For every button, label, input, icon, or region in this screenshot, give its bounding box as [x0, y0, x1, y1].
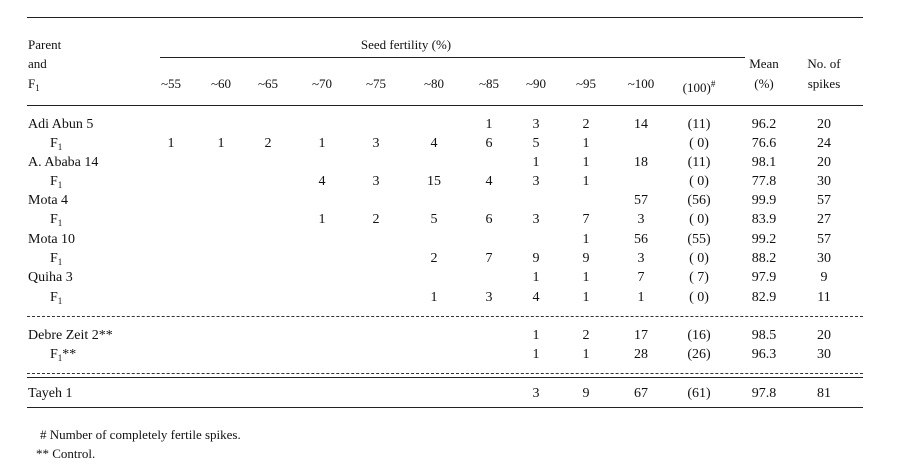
table-cell: 1	[532, 328, 540, 343]
footnote-control: ** Control.	[36, 446, 96, 461]
column-header: ~70	[311, 76, 333, 91]
table-cell: (61)	[687, 386, 711, 401]
table-cell: 24	[817, 136, 831, 151]
table-cell: (16)	[687, 328, 711, 343]
table-cell: 17	[634, 328, 648, 343]
table-cell: (56)	[687, 193, 711, 208]
table-cell: 3	[637, 251, 645, 266]
header-mean: Mean	[749, 56, 779, 71]
table-cell: 15	[427, 174, 441, 189]
table-cell: 83.9	[751, 212, 777, 227]
table-cell: 5	[532, 136, 540, 151]
table-cell: 1	[582, 232, 590, 247]
table-cell: 96.2	[751, 117, 777, 132]
header-parent: Parent	[28, 37, 62, 52]
table-cell: 1	[582, 155, 590, 170]
table-cell: 27	[817, 212, 831, 227]
footnote-hash: # Number of completely fertile spikes.	[40, 427, 241, 442]
table-cell: 7	[485, 251, 493, 266]
dashed-rule-2	[27, 373, 863, 374]
table-cell: ( 0)	[689, 136, 709, 151]
row-label: $F_1$	[50, 136, 63, 152]
table-cell: 57	[817, 193, 831, 208]
table-cell: 1	[217, 136, 225, 151]
separator-rule	[27, 377, 863, 378]
table-cell: 3	[637, 212, 645, 227]
group-rule	[160, 57, 745, 58]
table-cell: (26)	[687, 347, 711, 362]
table-cell: 9	[582, 251, 590, 266]
table-cell: 88.2	[751, 251, 777, 266]
table-cell: 99.2	[751, 232, 777, 247]
table-cell: 76.6	[751, 136, 777, 151]
header-mean-unit: (%)	[754, 76, 774, 91]
row-label: Quiha 3	[28, 270, 73, 285]
table-cell: 1	[582, 347, 590, 362]
header-seed-fertility: Seed fertility (%)	[360, 37, 452, 52]
column-header: ~60	[210, 76, 232, 91]
table-cell: 1	[582, 136, 590, 151]
table-cell: 56	[634, 232, 648, 247]
column-header: ~100	[627, 76, 655, 91]
header-and: and	[28, 56, 47, 71]
table-cell: 3	[372, 174, 380, 189]
row-label: $F_1$	[50, 212, 63, 228]
table-cell: 98.5	[751, 328, 777, 343]
table-cell: (55)	[687, 232, 711, 247]
table-cell: 2	[582, 117, 590, 132]
table-cell: 20	[817, 117, 831, 132]
table-cell: 1	[637, 290, 645, 305]
table-cell: 96.3	[751, 347, 777, 362]
table-cell: 2	[582, 328, 590, 343]
header-f1: $F_1$	[28, 76, 40, 93]
table-cell: 9	[820, 270, 828, 285]
table-cell: 4	[318, 174, 326, 189]
table-cell: 30	[817, 174, 831, 189]
header-no-of: No. of	[807, 56, 841, 71]
row-label: Tayeh 1	[28, 386, 73, 401]
row-label: $F_1$	[50, 290, 63, 306]
table-cell: (11)	[687, 117, 711, 132]
table-cell: 82.9	[751, 290, 777, 305]
table-cell: 57	[817, 232, 831, 247]
table-cell: 77.8	[751, 174, 777, 189]
column-header: ~85	[478, 76, 500, 91]
table-cell: 14	[634, 117, 648, 132]
table-cell: 1	[318, 136, 326, 151]
table-cell: 1	[485, 117, 493, 132]
row-label: $F_1$	[50, 174, 63, 190]
row-label: $F_1$	[50, 251, 63, 267]
table-cell: 28	[634, 347, 648, 362]
table-cell: 30	[817, 251, 831, 266]
table-cell: 57	[634, 193, 648, 208]
table-cell: 98.1	[751, 155, 777, 170]
table-cell: 81	[817, 386, 831, 401]
table-cell: 4	[532, 290, 540, 305]
table-cell: 6	[485, 212, 493, 227]
table-cell: 3	[532, 174, 540, 189]
table-cell: 99.9	[751, 193, 777, 208]
table-cell: 20	[817, 155, 831, 170]
table-cell: 2	[430, 251, 438, 266]
row-label: Adi Abun 5	[28, 117, 94, 132]
table-cell: 97.8	[751, 386, 777, 401]
row-label: A. Ababa 14	[28, 155, 99, 170]
column-header: ~75	[365, 76, 387, 91]
table-cell: 97.9	[751, 270, 777, 285]
table-cell: 3	[485, 290, 493, 305]
table-cell: 1	[582, 174, 590, 189]
table-cell: 3	[532, 212, 540, 227]
row-label: Debre Zeit 2**	[28, 328, 113, 343]
table-cell: 1	[167, 136, 175, 151]
row-label: Mota 10	[28, 232, 76, 247]
table-cell: 1	[532, 155, 540, 170]
column-header: (100)#	[682, 79, 716, 95]
row-label: $F_1**$	[50, 347, 77, 363]
table-cell: ( 0)	[689, 290, 709, 305]
table-cell: 7	[637, 270, 645, 285]
table-cell: 2	[264, 136, 272, 151]
row-label: Mota 4	[28, 193, 69, 208]
table-cell: 67	[634, 386, 648, 401]
header-spikes: spikes	[807, 76, 841, 91]
table-cell: 11	[817, 290, 831, 305]
table-cell: 3	[372, 136, 380, 151]
table-cell: 4	[485, 174, 493, 189]
table-cell: 20	[817, 328, 831, 343]
bottom-rule	[27, 407, 863, 408]
dashed-rule-1	[27, 316, 863, 317]
table-cell: ( 0)	[689, 251, 709, 266]
table-cell: 1	[582, 270, 590, 285]
table-cell: 1	[532, 347, 540, 362]
table-cell: ( 0)	[689, 212, 709, 227]
table-cell: 3	[532, 386, 540, 401]
table-cell: 9	[582, 386, 590, 401]
column-header: ~80	[423, 76, 445, 91]
table-cell: 1	[532, 270, 540, 285]
table-cell: ( 0)	[689, 174, 709, 189]
top-rule	[27, 17, 863, 18]
table-cell: 9	[532, 251, 540, 266]
column-header: ~55	[160, 76, 182, 91]
table-cell: 5	[430, 212, 438, 227]
table-cell: 6	[485, 136, 493, 151]
table-cell: 2	[372, 212, 380, 227]
table-cell: 1	[582, 290, 590, 305]
table-cell: 4	[430, 136, 438, 151]
table-cell: 1	[430, 290, 438, 305]
column-header: ~90	[525, 76, 547, 91]
header-rule	[27, 105, 863, 106]
column-header: ~65	[257, 76, 279, 91]
table-cell: 30	[817, 347, 831, 362]
table-cell: ( 7)	[689, 270, 709, 285]
table-cell: 1	[318, 212, 326, 227]
table-cell: 3	[532, 117, 540, 132]
table-cell: 18	[634, 155, 648, 170]
column-header: ~95	[575, 76, 597, 91]
table-cell: (11)	[687, 155, 711, 170]
table-cell: 7	[582, 212, 590, 227]
